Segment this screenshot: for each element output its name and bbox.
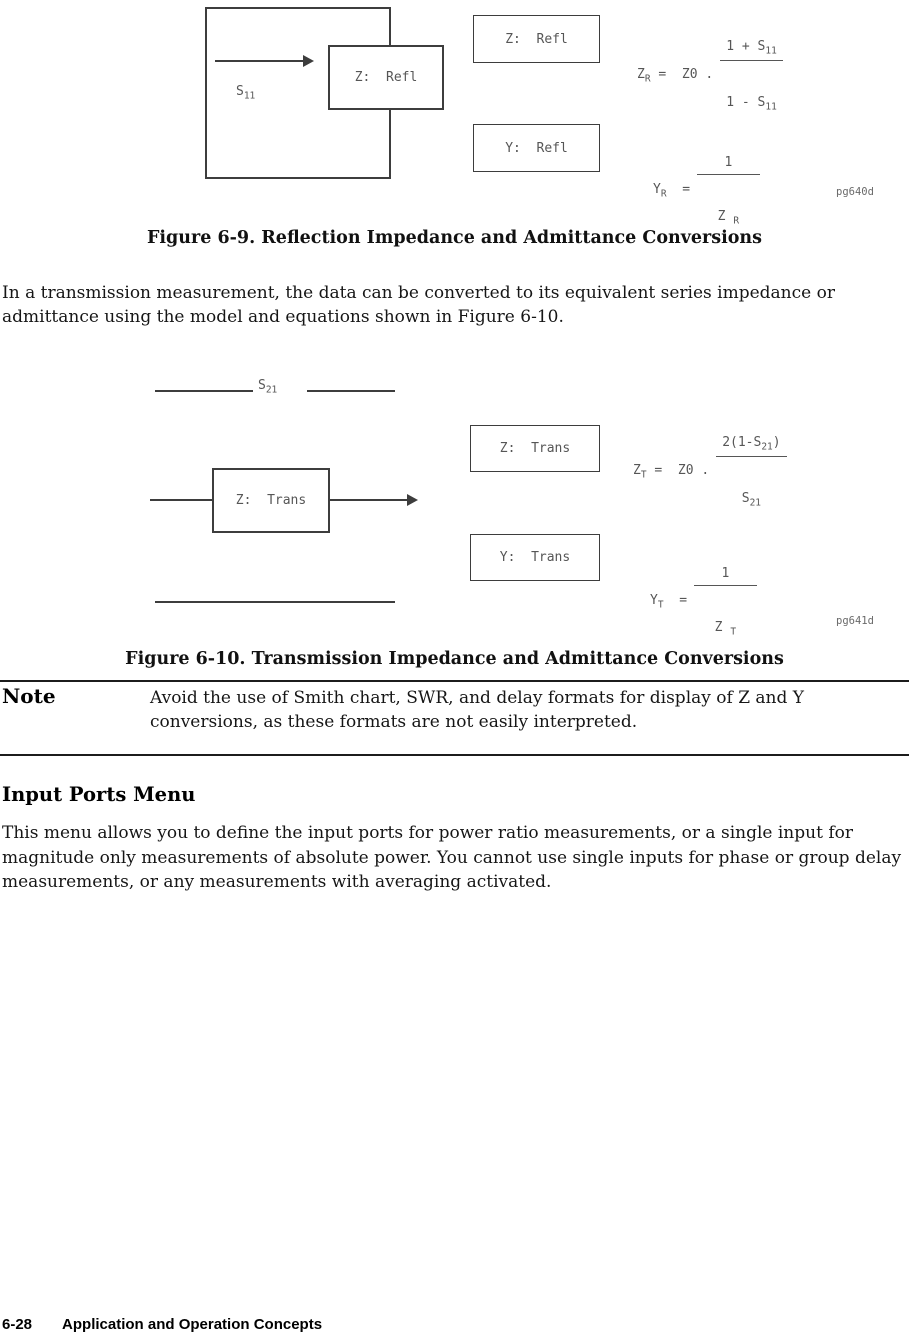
diagram-line [155,390,253,392]
diagram-line [389,109,391,177]
eq-term: S [258,378,266,393]
eq-term: T [730,626,737,638]
diagram-line [307,390,395,392]
eq-lhs [637,67,713,84]
z-trans-model-box [212,468,330,533]
eq-term: Z [633,462,641,478]
eq-term: Z [637,66,645,82]
box-label: Y: Refl [505,140,568,156]
z-refl-model-box [328,45,444,110]
eq-term: S [236,84,244,99]
arrow-icon [407,494,418,506]
note-top-rule [0,680,909,682]
diagram-line [150,499,212,501]
eq-term: Z [714,620,731,635]
fraction-numerator [694,565,757,586]
eq-term: 1 - S [726,95,766,111]
box-label: Z: Trans [499,441,571,456]
eq-term: 21 [265,384,278,396]
figure-6-10-diagram [0,375,909,638]
page-footer [2,1316,322,1333]
eq-term: = [666,181,691,197]
plot-id: pg641d [836,615,874,627]
fraction [694,535,757,667]
eq-term: 11 [243,90,256,102]
y-trans-box [470,534,600,581]
box-label: Z: Trans [235,493,307,508]
page-number: 6-28 [2,1316,33,1333]
eq-term: = Z0 . [646,462,710,478]
diagram-line [215,60,303,62]
diagram-line [205,7,207,179]
diagram-line [330,499,408,501]
fraction-denominator [720,91,783,112]
eq-term: 21 [761,441,773,453]
z-refl-box [473,15,600,63]
eq-term: T [657,599,664,611]
arrow-icon [303,55,314,67]
eq-term: Y [650,592,658,608]
eq-term: = Z0 . [650,66,714,82]
diagram-line [205,7,391,9]
eq-term: 1 [724,155,733,170]
y-refl-box [473,124,600,172]
eq-term: = [663,592,688,608]
fraction-denominator [694,616,757,637]
s11-label [236,84,255,101]
chapter-title: Application and Operation Concepts [62,1316,323,1333]
fraction-denominator [716,487,786,508]
diagram-line [389,7,391,45]
diagram-line [155,601,395,603]
fraction [720,8,783,142]
note-bottom-rule [0,754,909,756]
figure-6-9-caption: Figure 6-9. Reflection Impedance and Admittance Conversions [146,228,763,248]
box-label: Z: Refl [354,70,418,85]
eq-term: 11 [765,45,777,57]
s21-label [258,378,277,395]
fraction-numerator [716,434,786,457]
fraction-denominator [697,205,760,226]
paragraph-transmission: In a transmission measurement, the data can be converted to its equivalent series impedance or admittance using the model and equations shown in Figure 6-10. [2,283,835,327]
eq-term: Y [653,181,661,197]
eq-term: T [640,469,647,481]
fraction [716,404,786,538]
equation-z-transmission [633,404,787,538]
eq-term: R [660,188,667,200]
z-trans-box [470,425,600,472]
eq-term: 1 [721,566,730,581]
equation-z-reflection [637,8,783,142]
figure-6-9-diagram [0,0,909,227]
box-label: Y: Trans [499,550,571,565]
eq-term: Z [717,209,734,224]
fraction-numerator [720,38,783,61]
fraction-numerator [697,154,760,175]
eq-term: S [741,491,750,507]
eq-lhs [650,593,687,610]
eq-lhs [633,463,709,480]
eq-term: R [733,215,740,227]
plot-id: pg640d [836,186,874,198]
eq-term: 1 + S [726,39,766,54]
eq-term: 11 [765,101,777,113]
eq-term: 21 [749,497,762,509]
eq-term: ) [772,435,781,450]
eq-lhs [653,182,690,199]
section-heading-input-ports: Input Ports Menu [2,783,196,806]
figure-6-10-caption: Figure 6-10. Transmission Impedance and Admittance Conversions [125,649,784,669]
eq-term: 2(1-S [722,435,762,450]
note-label: Note [2,684,56,708]
note-text: Avoid the use of Smith chart, SWR, and delay formats for display of Z and Y conversions, as these formats are not easily interpreted. [150,688,805,732]
equation-y-transmission [650,535,757,667]
paragraph-input-ports: This menu allows you to define the input ports for power ratio measurements, or a single input for magnitude only measurements of absolute power. You cannot use single inputs for phase or group delay measurements, or any measurements with averaging activated. [2,823,902,892]
box-label: Z: Refl [505,31,568,47]
diagram-line [205,177,391,179]
eq-term: R [644,73,651,85]
